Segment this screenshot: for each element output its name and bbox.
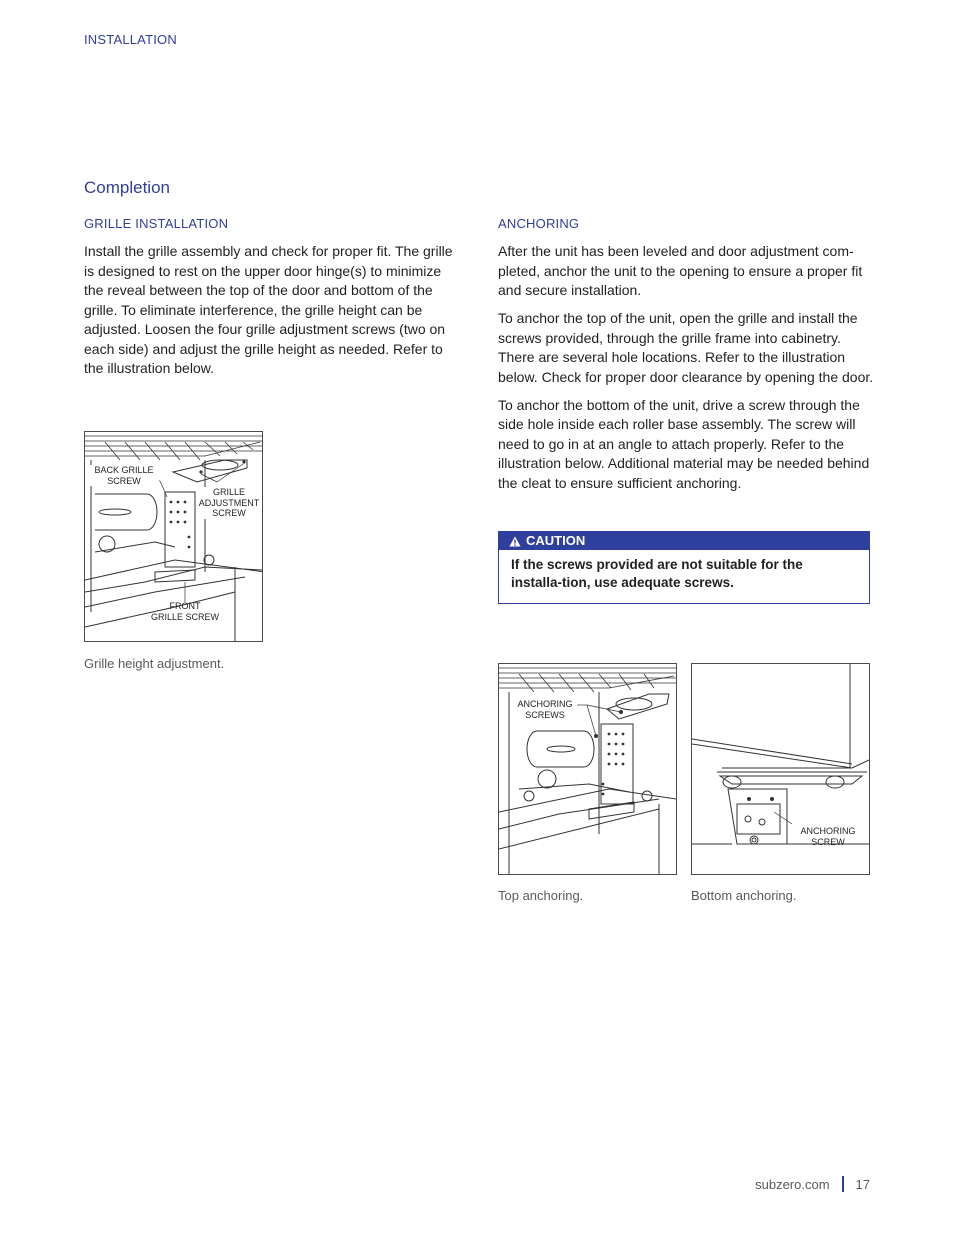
caution-box bbox=[498, 531, 870, 604]
anchoring-screw-label: ANCHORING SCREW bbox=[800, 826, 856, 847]
anchoring-paragraph-1: After the unit has been leveled and door adjustment com-pleted, anchor the unit to the opening to ensure a proper fit and secure installation. bbox=[498, 243, 863, 298]
page-title: Completion bbox=[84, 178, 170, 197]
top-anchoring-figure bbox=[498, 663, 677, 875]
warning-triangle-icon bbox=[509, 536, 521, 547]
section-header: INSTALLATION bbox=[84, 32, 177, 47]
grille-paragraph: Install the grille assembly and check for proper fit. The grille is designed to rest on the upper door hinge(s) to minimize the reveal between the top of the door and bottom of the grille. To eliminate interference, the grille height can be adjusted. Loosen the four grille adjustment screws (two on each side) and adjust the grille height as needed. Refer to the illustration below. bbox=[84, 243, 453, 376]
top-anchoring-caption: Top anchoring. bbox=[498, 888, 584, 903]
footer-site-link[interactable]: subzero.com bbox=[755, 1176, 830, 1192]
footer-divider bbox=[842, 1176, 844, 1192]
grille-installation-heading: GRILLE INSTALLATION bbox=[84, 216, 229, 231]
grille-adjustment-figure bbox=[84, 431, 263, 642]
caution-header bbox=[499, 532, 869, 550]
page-number: 17 bbox=[855, 1176, 870, 1192]
grille-adjustment-screw-label: GRILLE ADJUSTMENT SCREW bbox=[198, 487, 260, 518]
caution-text: If the screws provided are not suitable for the installa-tion, use adequate screws. bbox=[511, 557, 803, 590]
front-grille-screw-label: FRONT GRILLE SCREW bbox=[150, 601, 219, 622]
anchoring-screws-label: ANCHORING SCREWS bbox=[513, 699, 577, 720]
caution-label: CAUTION bbox=[526, 533, 586, 548]
page-footer bbox=[720, 1175, 870, 1193]
anchoring-heading: ANCHORING bbox=[498, 216, 580, 231]
bottom-anchoring-caption: Bottom anchoring. bbox=[691, 888, 797, 903]
back-grille-screw-label: BACK GRILLE SCREW bbox=[89, 465, 159, 486]
anchoring-paragraph-2: To anchor the top of the unit, open the grille and install the screws provided, through the grille frame into cabinetry. There are several hole locations. Refer to the illustration below. Check for proper door clearance by opening the door. bbox=[498, 310, 874, 385]
anchoring-text bbox=[498, 242, 878, 502]
grille-figure-caption: Grille height adjustment. bbox=[84, 656, 225, 671]
grille-installation-text bbox=[84, 242, 464, 387]
top-anchoring-illustration bbox=[499, 664, 676, 874]
anchoring-paragraph-3: To anchor the bottom of the unit, drive a screw through the side hole inside each roller base assembly. The screw will need to go in at an angle to attach properly. Refer to the illustration below. Additional material may be needed behind the cleat to ensure sufficient anchoring. bbox=[498, 396, 870, 491]
bottom-anchoring-figure bbox=[691, 663, 870, 875]
